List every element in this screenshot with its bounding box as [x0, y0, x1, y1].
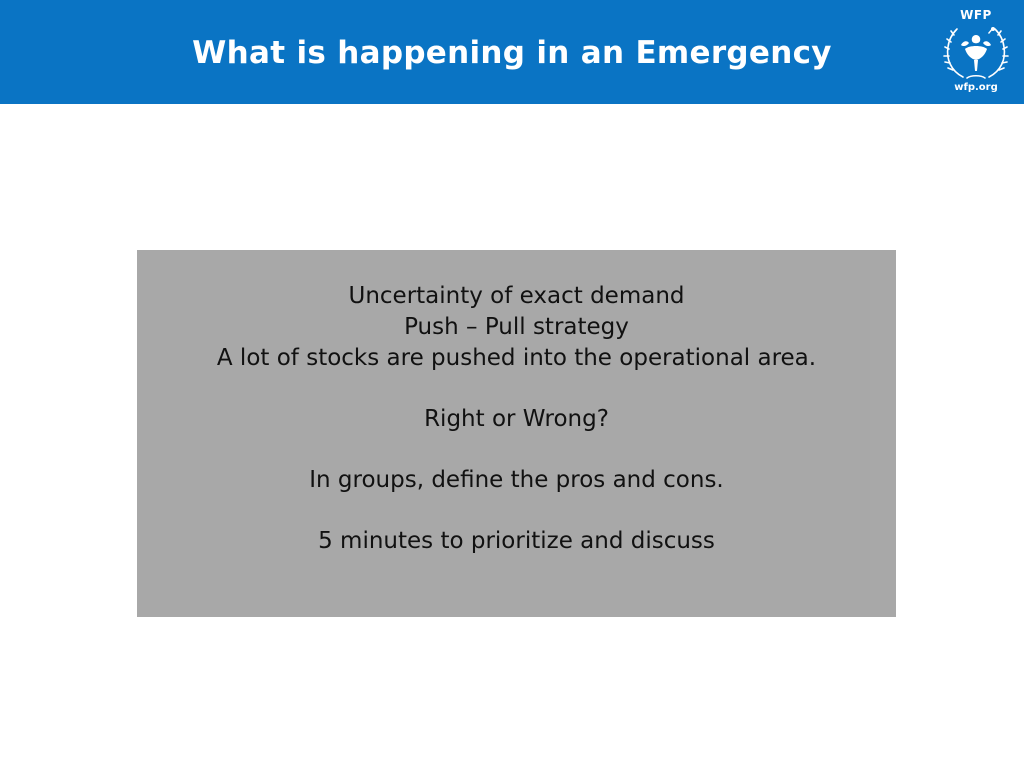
- content-line-stocks: A lot of stocks are pushed into the operational area.: [216, 345, 817, 371]
- spacer: [177, 435, 856, 465]
- content-text: [177, 281, 856, 557]
- slide-title: What is happening in an Emergency: [192, 35, 832, 71]
- logo-bottom-text: wfp.org: [954, 82, 998, 93]
- wfp-emblem-icon: [941, 23, 1011, 81]
- content-line-groups: In groups, define the pros and cons.: [309, 467, 724, 493]
- content-line-minutes: 5 minutes to prioritize and discuss: [318, 528, 715, 554]
- content-box: [137, 250, 896, 617]
- logo-top-text: WFP: [960, 8, 992, 22]
- content-line-push-pull: Push – Pull strategy: [404, 314, 629, 340]
- content-line-uncertainty: Uncertainty of exact demand: [348, 283, 685, 309]
- wfp-logo: [934, 6, 1018, 98]
- content-line-question: Right or Wrong?: [424, 406, 609, 432]
- header-bar: [0, 0, 1024, 104]
- spacer: [177, 496, 856, 526]
- spacer: [177, 374, 856, 404]
